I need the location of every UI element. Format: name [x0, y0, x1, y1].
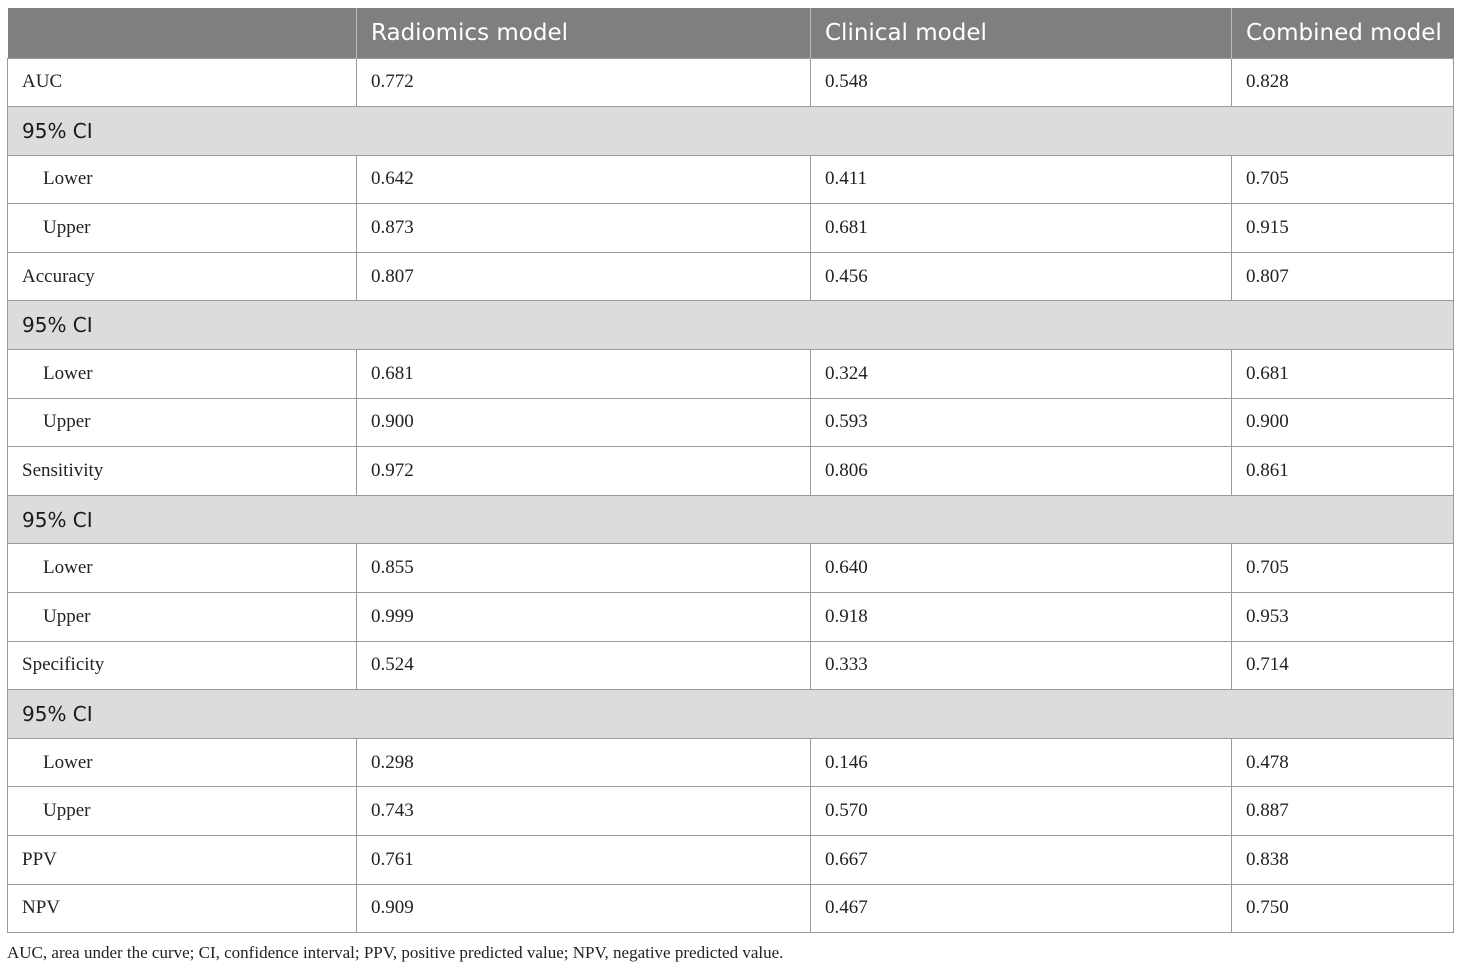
table-cell: 0.750 [1232, 884, 1454, 933]
table-cell: 0.909 [357, 884, 811, 933]
model-performance-table [7, 8, 1454, 933]
table-row [8, 204, 1454, 253]
results-table-container [7, 8, 1453, 933]
table-cell: 0.861 [1232, 447, 1454, 496]
table-row [8, 447, 1454, 496]
table-cell: 0.972 [357, 447, 811, 496]
table-cell: 0.855 [357, 544, 811, 593]
row-label: Upper [8, 593, 357, 642]
table-cell: 0.681 [811, 204, 1232, 253]
row-label: PPV [8, 836, 357, 885]
table-cell: 0.681 [1232, 350, 1454, 399]
table-cell: 0.146 [811, 738, 1232, 787]
table-cell: 0.887 [1232, 787, 1454, 836]
table-cell: 0.873 [357, 204, 811, 253]
table-cell: 0.761 [357, 836, 811, 885]
table-group-row [8, 495, 1454, 544]
row-label: Upper [8, 787, 357, 836]
row-label: Lower [8, 350, 357, 399]
table-footnote: AUC, area under the curve; CI, confidence interval; PPV, positive predicted value; NPV, negative predicted value. [7, 943, 784, 962]
group-label: 95% CI [8, 107, 1454, 156]
header-clinical-model: Clinical model [811, 8, 1232, 58]
table-row [8, 787, 1454, 836]
table-cell: 0.900 [1232, 398, 1454, 447]
row-label: Upper [8, 204, 357, 253]
table-cell: 0.714 [1232, 641, 1454, 690]
table-row [8, 836, 1454, 885]
group-label: 95% CI [8, 690, 1454, 739]
table-cell: 0.333 [811, 641, 1232, 690]
table-cell: 0.772 [357, 58, 811, 107]
table-cell: 0.467 [811, 884, 1232, 933]
table-row [8, 398, 1454, 447]
table-cell: 0.705 [1232, 155, 1454, 204]
table-group-row [8, 301, 1454, 350]
table-cell: 0.806 [811, 447, 1232, 496]
table-cell: 0.999 [357, 593, 811, 642]
table-cell: 0.642 [357, 155, 811, 204]
row-label: NPV [8, 884, 357, 933]
row-label: Upper [8, 398, 357, 447]
table-cell: 0.593 [811, 398, 1232, 447]
table-cell: 0.640 [811, 544, 1232, 593]
table-row [8, 544, 1454, 593]
table-cell: 0.915 [1232, 204, 1454, 253]
table-cell: 0.548 [811, 58, 1232, 107]
group-label: 95% CI [8, 495, 1454, 544]
header-empty [8, 8, 357, 58]
table-cell: 0.953 [1232, 593, 1454, 642]
table-cell: 0.524 [357, 641, 811, 690]
row-label: Accuracy [8, 252, 357, 301]
table-row [8, 58, 1454, 107]
table-header-row [8, 8, 1454, 58]
table-cell: 0.918 [811, 593, 1232, 642]
table-row [8, 641, 1454, 690]
table-row [8, 738, 1454, 787]
table-body [8, 58, 1454, 933]
table-row [8, 252, 1454, 301]
table-cell: 0.807 [357, 252, 811, 301]
group-label: 95% CI [8, 301, 1454, 350]
table-cell: 0.705 [1232, 544, 1454, 593]
table-cell: 0.828 [1232, 58, 1454, 107]
table-cell: 0.298 [357, 738, 811, 787]
table-cell: 0.570 [811, 787, 1232, 836]
table-cell: 0.681 [357, 350, 811, 399]
header-combined-model: Combined model [1232, 8, 1454, 58]
table-row [8, 350, 1454, 399]
table-cell: 0.478 [1232, 738, 1454, 787]
row-label: Lower [8, 738, 357, 787]
row-label: AUC [8, 58, 357, 107]
table-cell: 0.743 [357, 787, 811, 836]
row-label: Sensitivity [8, 447, 357, 496]
table-row [8, 593, 1454, 642]
table-cell: 0.411 [811, 155, 1232, 204]
table-group-row [8, 690, 1454, 739]
row-label: Lower [8, 155, 357, 204]
table-cell: 0.900 [357, 398, 811, 447]
table-cell: 0.667 [811, 836, 1232, 885]
table-cell: 0.456 [811, 252, 1232, 301]
table-row [8, 155, 1454, 204]
table-cell: 0.838 [1232, 836, 1454, 885]
table-row [8, 884, 1454, 933]
row-label: Specificity [8, 641, 357, 690]
row-label: Lower [8, 544, 357, 593]
table-group-row [8, 107, 1454, 156]
table-cell: 0.807 [1232, 252, 1454, 301]
table-cell: 0.324 [811, 350, 1232, 399]
header-radiomics-model: Radiomics model [357, 8, 811, 58]
